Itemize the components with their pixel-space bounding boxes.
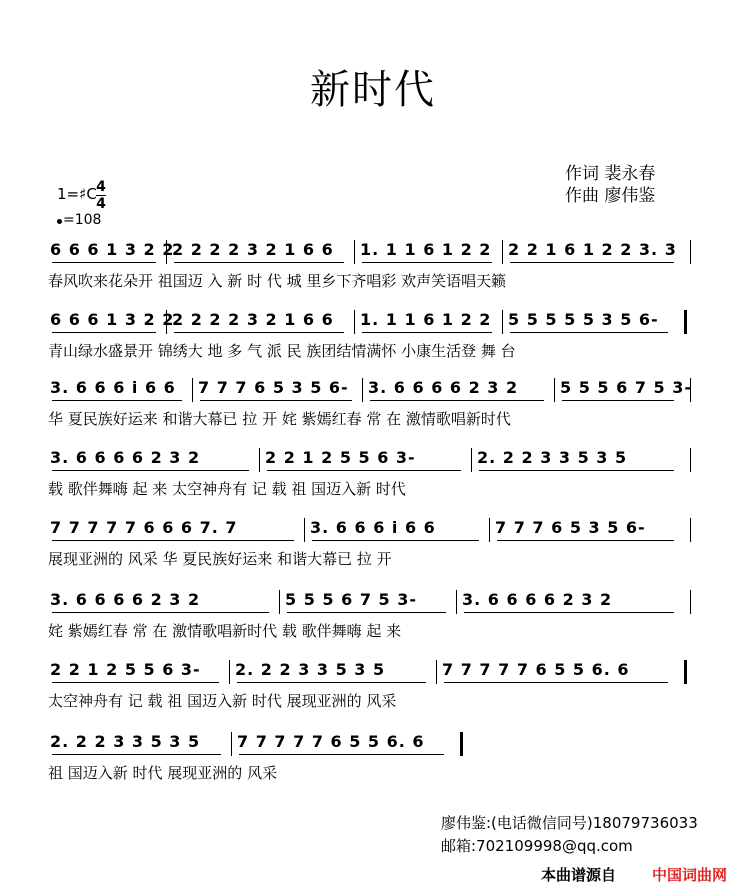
measure-notes: 7 7 7 6 5 3 5 6- xyxy=(495,518,646,537)
repeat-end-bar xyxy=(684,660,687,684)
bar-line xyxy=(456,590,457,614)
measure-notes: 2. 2 2 3 3 5 3 5 xyxy=(235,660,386,679)
beam-underline xyxy=(52,470,249,471)
source-label: 本曲谱源自 xyxy=(541,866,617,884)
bar-line xyxy=(690,378,691,402)
lyrics-line: 春风吹来花朵开 祖国迈 入 新 时 代 城 里乡下齐唱彩 欢声笑语唱天籁 xyxy=(48,272,507,290)
bar-line xyxy=(259,448,260,472)
measure-notes: 5 5 5 6 7 5 3- xyxy=(285,590,417,609)
beam-underline xyxy=(510,262,674,263)
measure-notes: 6 6 6 1 3 2 2 xyxy=(50,240,175,259)
bar-line xyxy=(354,240,355,264)
measure-notes: 7 7 7 7 7 6 6 6 7. 7 xyxy=(50,518,238,537)
score-line xyxy=(0,448,746,518)
lyrics-line: 展现亚洲的 风采 华 夏民族好运来 和谐大幕已 拉 开 xyxy=(48,550,392,568)
beam-underline xyxy=(497,540,674,541)
beam-underline xyxy=(174,332,344,333)
bar-line xyxy=(231,732,232,756)
bar-line xyxy=(690,518,691,542)
measure-notes: 3. 6 6 6 i 6 6 xyxy=(50,378,176,397)
contact-info: 廖伟鉴:(电话微信同号)18079736033 xyxy=(441,814,698,832)
measure-notes: 5 5 5 6 7 5 3- xyxy=(560,378,692,397)
beam-underline xyxy=(52,540,294,541)
score-line xyxy=(0,378,746,448)
beam-underline xyxy=(52,262,156,263)
composer-credit: 作曲 廖伟鉴 xyxy=(565,186,656,206)
lyrics-line: 青山绿水盛景开 锦绣大 地 多 气 派 民 族团结情满怀 小康生活登 舞 台 xyxy=(48,342,516,360)
bar-line xyxy=(436,660,437,684)
beam-underline xyxy=(287,612,446,613)
measure-notes: 3. 6 6 6 i 6 6 xyxy=(310,518,436,537)
bar-line xyxy=(554,378,555,402)
beam-underline xyxy=(510,332,668,333)
final-bar xyxy=(460,732,463,756)
measure-notes: 2 2 1 2 5 5 6 3- xyxy=(50,660,201,679)
beam-underline xyxy=(174,262,344,263)
beam-underline xyxy=(362,332,492,333)
quarter-note-icon xyxy=(57,219,62,224)
lyrics-line: 姹 紫嫣红春 常 在 激情歌唱新时代 载 歌伴舞嗨 起 来 xyxy=(48,622,402,640)
measure-notes: 1. 1 1 6 1 2 2 xyxy=(360,240,492,259)
beam-underline xyxy=(479,470,674,471)
bar-line xyxy=(192,378,193,402)
beam-underline xyxy=(362,262,492,263)
measure-notes: 2 2 2 2 3 2 1 6 6 xyxy=(172,240,334,259)
bar-line xyxy=(362,378,363,402)
measure-notes: 2. 2 2 3 3 5 3 5 xyxy=(477,448,628,467)
time-signature-top: 4 xyxy=(96,179,106,195)
lyrics-line: 华 夏民族好运来 和谐大幕已 拉 开 姹 紫嫣红春 常 在 激情歌唱新时代 xyxy=(48,410,511,428)
measure-notes: 5 5 5 5 5 3 5 6- xyxy=(508,310,659,329)
beam-underline xyxy=(52,332,156,333)
score-line xyxy=(0,660,746,730)
time-signature xyxy=(96,180,106,211)
beam-underline xyxy=(200,400,352,401)
bar-line xyxy=(354,310,355,334)
credits xyxy=(565,163,655,207)
bar-line xyxy=(279,590,280,614)
beam-underline xyxy=(444,682,668,683)
measure-notes: 2 2 1 2 5 5 6 3- xyxy=(265,448,416,467)
source-site: 中国词曲网 xyxy=(652,866,728,884)
bar-line xyxy=(166,310,167,334)
score-line xyxy=(0,240,746,310)
measure-notes: 7 7 7 7 7 6 5 5 6. 6 xyxy=(442,660,630,679)
bar-line xyxy=(489,518,490,542)
lyrics-line: 太空神舟有 记 载 祖 国迈入新 时代 展现亚洲的 风采 xyxy=(48,692,397,710)
lyrics-line: 载 歌伴舞嗨 起 来 太空神舟有 记 载 祖 国迈入新 时代 xyxy=(48,480,406,498)
key-signature: 1=♯C xyxy=(57,185,97,203)
bar-line xyxy=(690,448,691,472)
beam-underline xyxy=(562,400,674,401)
beam-underline xyxy=(267,470,461,471)
beam-underline xyxy=(52,612,269,613)
measure-notes: 2 2 1 6 1 2 2 3. 3 xyxy=(508,240,677,259)
score-line xyxy=(0,310,746,380)
repeat-start-bar xyxy=(684,310,687,334)
bar-line xyxy=(502,240,503,264)
email-info: 邮箱:702109998@qq.com xyxy=(441,837,633,855)
time-signature-bottom: 4 xyxy=(96,196,106,212)
score-line xyxy=(0,518,746,588)
score-line xyxy=(0,732,746,802)
measure-notes: 3. 6 6 6 6 2 3 2 xyxy=(368,378,519,397)
measure-notes: 7 7 7 7 7 6 5 5 6. 6 xyxy=(237,732,425,751)
measure-notes: 2. 2 2 3 3 5 3 5 xyxy=(50,732,201,751)
beam-underline xyxy=(52,682,219,683)
bar-line xyxy=(690,590,691,614)
measure-notes: 1. 1 1 6 1 2 2 xyxy=(360,310,492,329)
beam-underline xyxy=(52,400,182,401)
measure-notes: 6 6 6 1 3 2 2 xyxy=(50,310,175,329)
tempo-marking xyxy=(57,212,101,228)
measure-notes: 3. 6 6 6 6 2 3 2 xyxy=(50,590,201,609)
beam-underline xyxy=(239,754,444,755)
score-line xyxy=(0,590,746,660)
beam-underline xyxy=(464,612,674,613)
measure-notes: 3. 6 6 6 6 2 3 2 xyxy=(50,448,201,467)
lyricist-credit: 作词 裴永春 xyxy=(565,164,656,184)
beam-underline xyxy=(237,682,426,683)
beam-underline xyxy=(312,540,479,541)
tempo-value: =108 xyxy=(63,212,102,228)
bar-line xyxy=(304,518,305,542)
beam-underline xyxy=(370,400,544,401)
bar-line xyxy=(690,240,691,264)
measure-notes: 2 2 2 2 3 2 1 6 6 xyxy=(172,310,334,329)
bar-line xyxy=(229,660,230,684)
beam-underline xyxy=(52,754,221,755)
bar-line xyxy=(471,448,472,472)
bar-line xyxy=(502,310,503,334)
bar-line xyxy=(166,240,167,264)
measure-notes: 7 7 7 6 5 3 5 6- xyxy=(198,378,349,397)
lyrics-line: 祖 国迈入新 时代 展现亚洲的 风采 xyxy=(48,764,278,782)
measure-notes: 3. 6 6 6 6 2 3 2 xyxy=(462,590,613,609)
song-title: 新时代 xyxy=(310,67,436,113)
